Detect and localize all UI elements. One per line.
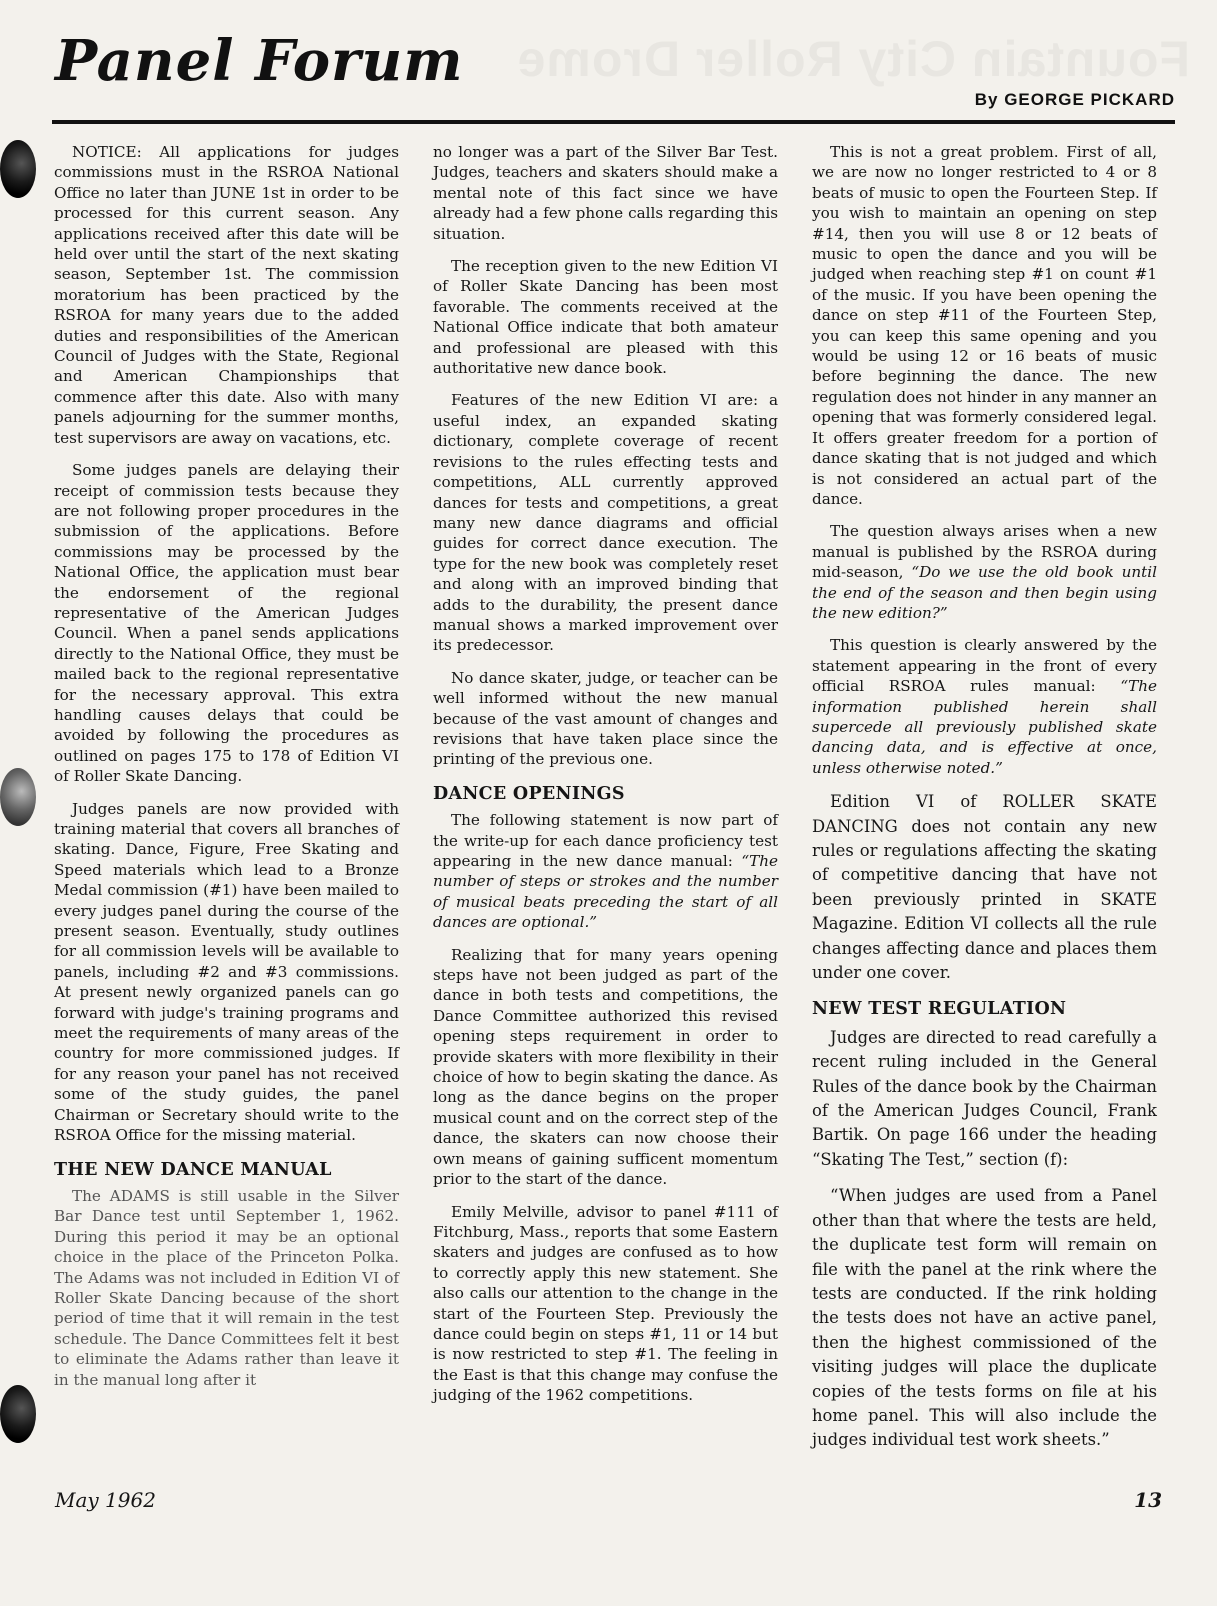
paragraph: The ADAMS is still usable in the Silver Bar Dance test until September 1, 1962. During this period it may be an optional choice in the place of the Princeton Polka. The Adams was not included in Edition VI of Roller Skate Dancing because of the short period of time that it will remain in the test schedule. The Dance Committees felt it best to eliminate the Adams rather than leave it in the manual long after it xyxy=(54,1186,399,1389)
header-rule xyxy=(52,120,1175,124)
paragraph xyxy=(812,635,1157,778)
paragraph-intro: The question always arises when a new manual is published by the RSROA during mid-season, xyxy=(812,522,1157,582)
paragraph: No dance skater, judge, or teacher can be well informed without the new manual because of the vast amount of changes and revisions that have taken place since the printing of the previous one. xyxy=(433,668,778,769)
section-heading: DANCE OPENINGS xyxy=(433,783,625,804)
bleed-through-text: Fountain City Roller Drome xyxy=(516,31,1190,87)
binder-hole-icon xyxy=(0,1385,36,1443)
page-number: 13 xyxy=(1134,1488,1162,1512)
column-3 xyxy=(812,142,1157,1465)
paragraph: Emily Melville, advisor to panel #111 of Fitchburg, Mass., reports that some Eastern skaters and judges are confused as to how to correctly apply this new statement. She also calls our attention to the change in the start of the Fourteen Step. Previously the dance could begin on steps #1, 11 or 14 but is now restricted to step #1. The feeling in the East is that this change may confuse the judging of the 1962 competitions. xyxy=(433,1202,778,1405)
paragraph: Features of the new Edition VI are: a useful index, an expanded skating dictionary, complete coverage of recent revisions to the rules effecting tests and competitions, ALL currently approved dances for tests and competitions, a great many new dance diagrams and official guides for correct dance execution. The type for the new book was completely reset and along with an improved binding that adds to the durability, the present dance manual shows a marked improvement over its predecessor. xyxy=(433,391,778,655)
paragraph: NOTICE: All applications for judges commissions must in the RSROA National Office no later than JUNE 1st in order to be processed for this current season. Any applications received after this date will be held over until the start of the next skating season, September 1st. The commission moratorium has been practiced by the RSROA for many years due to the added duties and responsibilities of the American Council of Judges with the State, Regional and American Championships that commence after this date. Also with many panels adjourning for the summer months, test supervisors are away on vacations, etc. xyxy=(54,143,399,447)
section-heading: NEW TEST REGULATION xyxy=(812,999,1067,1020)
quoted-statement: “The number of steps or strokes and the number of musical beats preceding the start of all dances are optional.” xyxy=(433,852,778,932)
paragraph: Judges panels are now provided with training material that covers all branches of skating. Dance, Figure, Free Skating and Speed materials which lead to a Bronze Medal commission (#1) have been mailed to every judges panel during the course of the present season. Eventually, study outlines for all commission levels will be available to panels, including #2 and #3 commissions. At present newly organized panels can go forward with judge's training programs and meet the requirements of many areas of the country for more commissioned judges. If for any reason your panel has not received some of the study guides, the panel Chairman or Secretary should write to the RSROA Office for the missing material. xyxy=(54,799,399,1145)
paragraph: Judges are directed to read carefully a recent ruling included in the General Rules of the dance book by the Chairman of the American Judges Council, Frank Bartik. On page 166 under the heading “Skating The Test,” section (f): xyxy=(812,1027,1157,1169)
binder-hole-icon xyxy=(0,140,36,198)
paragraph: Some judges panels are delaying their receipt of commission tests because they are not following proper procedures in the submission of the applications. Before commissions may be processed by the National Office, the application must bear the endorsement of the regional representative of the American Judges Council. When a panel sends applications directly to the National Office, they must be mailed back to the regional representative for the necessary approval. This extra handling causes delays that could be avoided by following the procedures as outlined on pages 175 to 178 of Edition VI of Roller Skate Dancing. xyxy=(54,461,399,786)
quoted-statement: “The information published herein shall supercede all previously published skate dancing data, and is effective at once, unless otherwise noted.” xyxy=(812,677,1157,777)
column-1 xyxy=(54,142,399,1402)
section-heading: THE NEW DANCE MANUAL xyxy=(54,1159,332,1180)
page-title: Panel Forum xyxy=(55,28,464,94)
paragraph: Realizing that for many years opening steps have not been judged as part of the dance in both tests and competitions, the Dance Committee authorized this revised opening steps requirement in order to provide skaters with more flexibility in their choice of how to begin skating the dance. As long as the dance begins on the proper musical count and on the correct step of the dance, the skaters can now choose their own means of gaining sufficent momentum prior to the start of the dance. xyxy=(433,945,778,1189)
paragraph: This is not a great problem. First of all, we are now no longer restricted to 4 or 8 beats of music to open the Fourteen Step. If you wish to maintain an opening on step #14, then you will use 8 or 12 beats of music to open the dance and you will be judged when reaching step #1 on count #1 of the music. If you have been opening the dance on step #11 of the Fourteen Step, you can keep this same opening and you would be using 12 or 16 beats of music before beginning the dance. The new regulation does not hinder in any manner an opening that was formerly considered legal. It offers greater freedom for a portion of dance skating that is not judged and which is not considered an actual part of the dance. xyxy=(812,143,1157,508)
paragraph: “When judges are used from a Panel other than that where the tests are held, the duplicate test form will remain on file with the panel at the rink where the tests are conducted. If the rink holding the tests does not have an active panel, then the highest commissioned of the visiting judges will place the duplicate copies of the tests forms on file at his home panel. This will also include the judges individual test work sheets.” xyxy=(812,1186,1157,1450)
column-2 xyxy=(433,142,778,1418)
paragraph-intro: This question is clearly answered by the statement appearing in the front of every official RSROA rules manual: xyxy=(812,636,1157,696)
paragraph xyxy=(812,521,1157,623)
issue-date: May 1962 xyxy=(55,1488,156,1512)
quoted-question: “Do we use the old book until the end of the season and then begin using the new edition?” xyxy=(812,563,1157,622)
paragraph-intro: The following statement is now part of the write-up for each dance proficiency test appearing in the new dance manual: xyxy=(433,811,778,870)
byline: By GEORGE PICKARD xyxy=(974,90,1175,109)
paragraph: no longer was a part of the Silver Bar Test. Judges, teachers and skaters should make a mental note of this fact since we have already had a few phone calls regarding this situation. xyxy=(433,143,778,243)
paragraph xyxy=(433,810,778,932)
paragraph: The reception given to the new Edition VI of Roller Skate Dancing has been most favorable. The comments received at the National Office indicate that both amateur and professional are pleased with this authoritative new dance book. xyxy=(433,257,778,378)
binder-hole-icon xyxy=(0,768,36,826)
paragraph: Edition VI of ROLLER SKATE DANCING does not contain any new rules or regulations affecting the skating of competitive dancing that have not been previously printed in SKATE Magazine. Edition VI collects all the rule changes affecting dance and places them under one cover. xyxy=(812,792,1157,983)
